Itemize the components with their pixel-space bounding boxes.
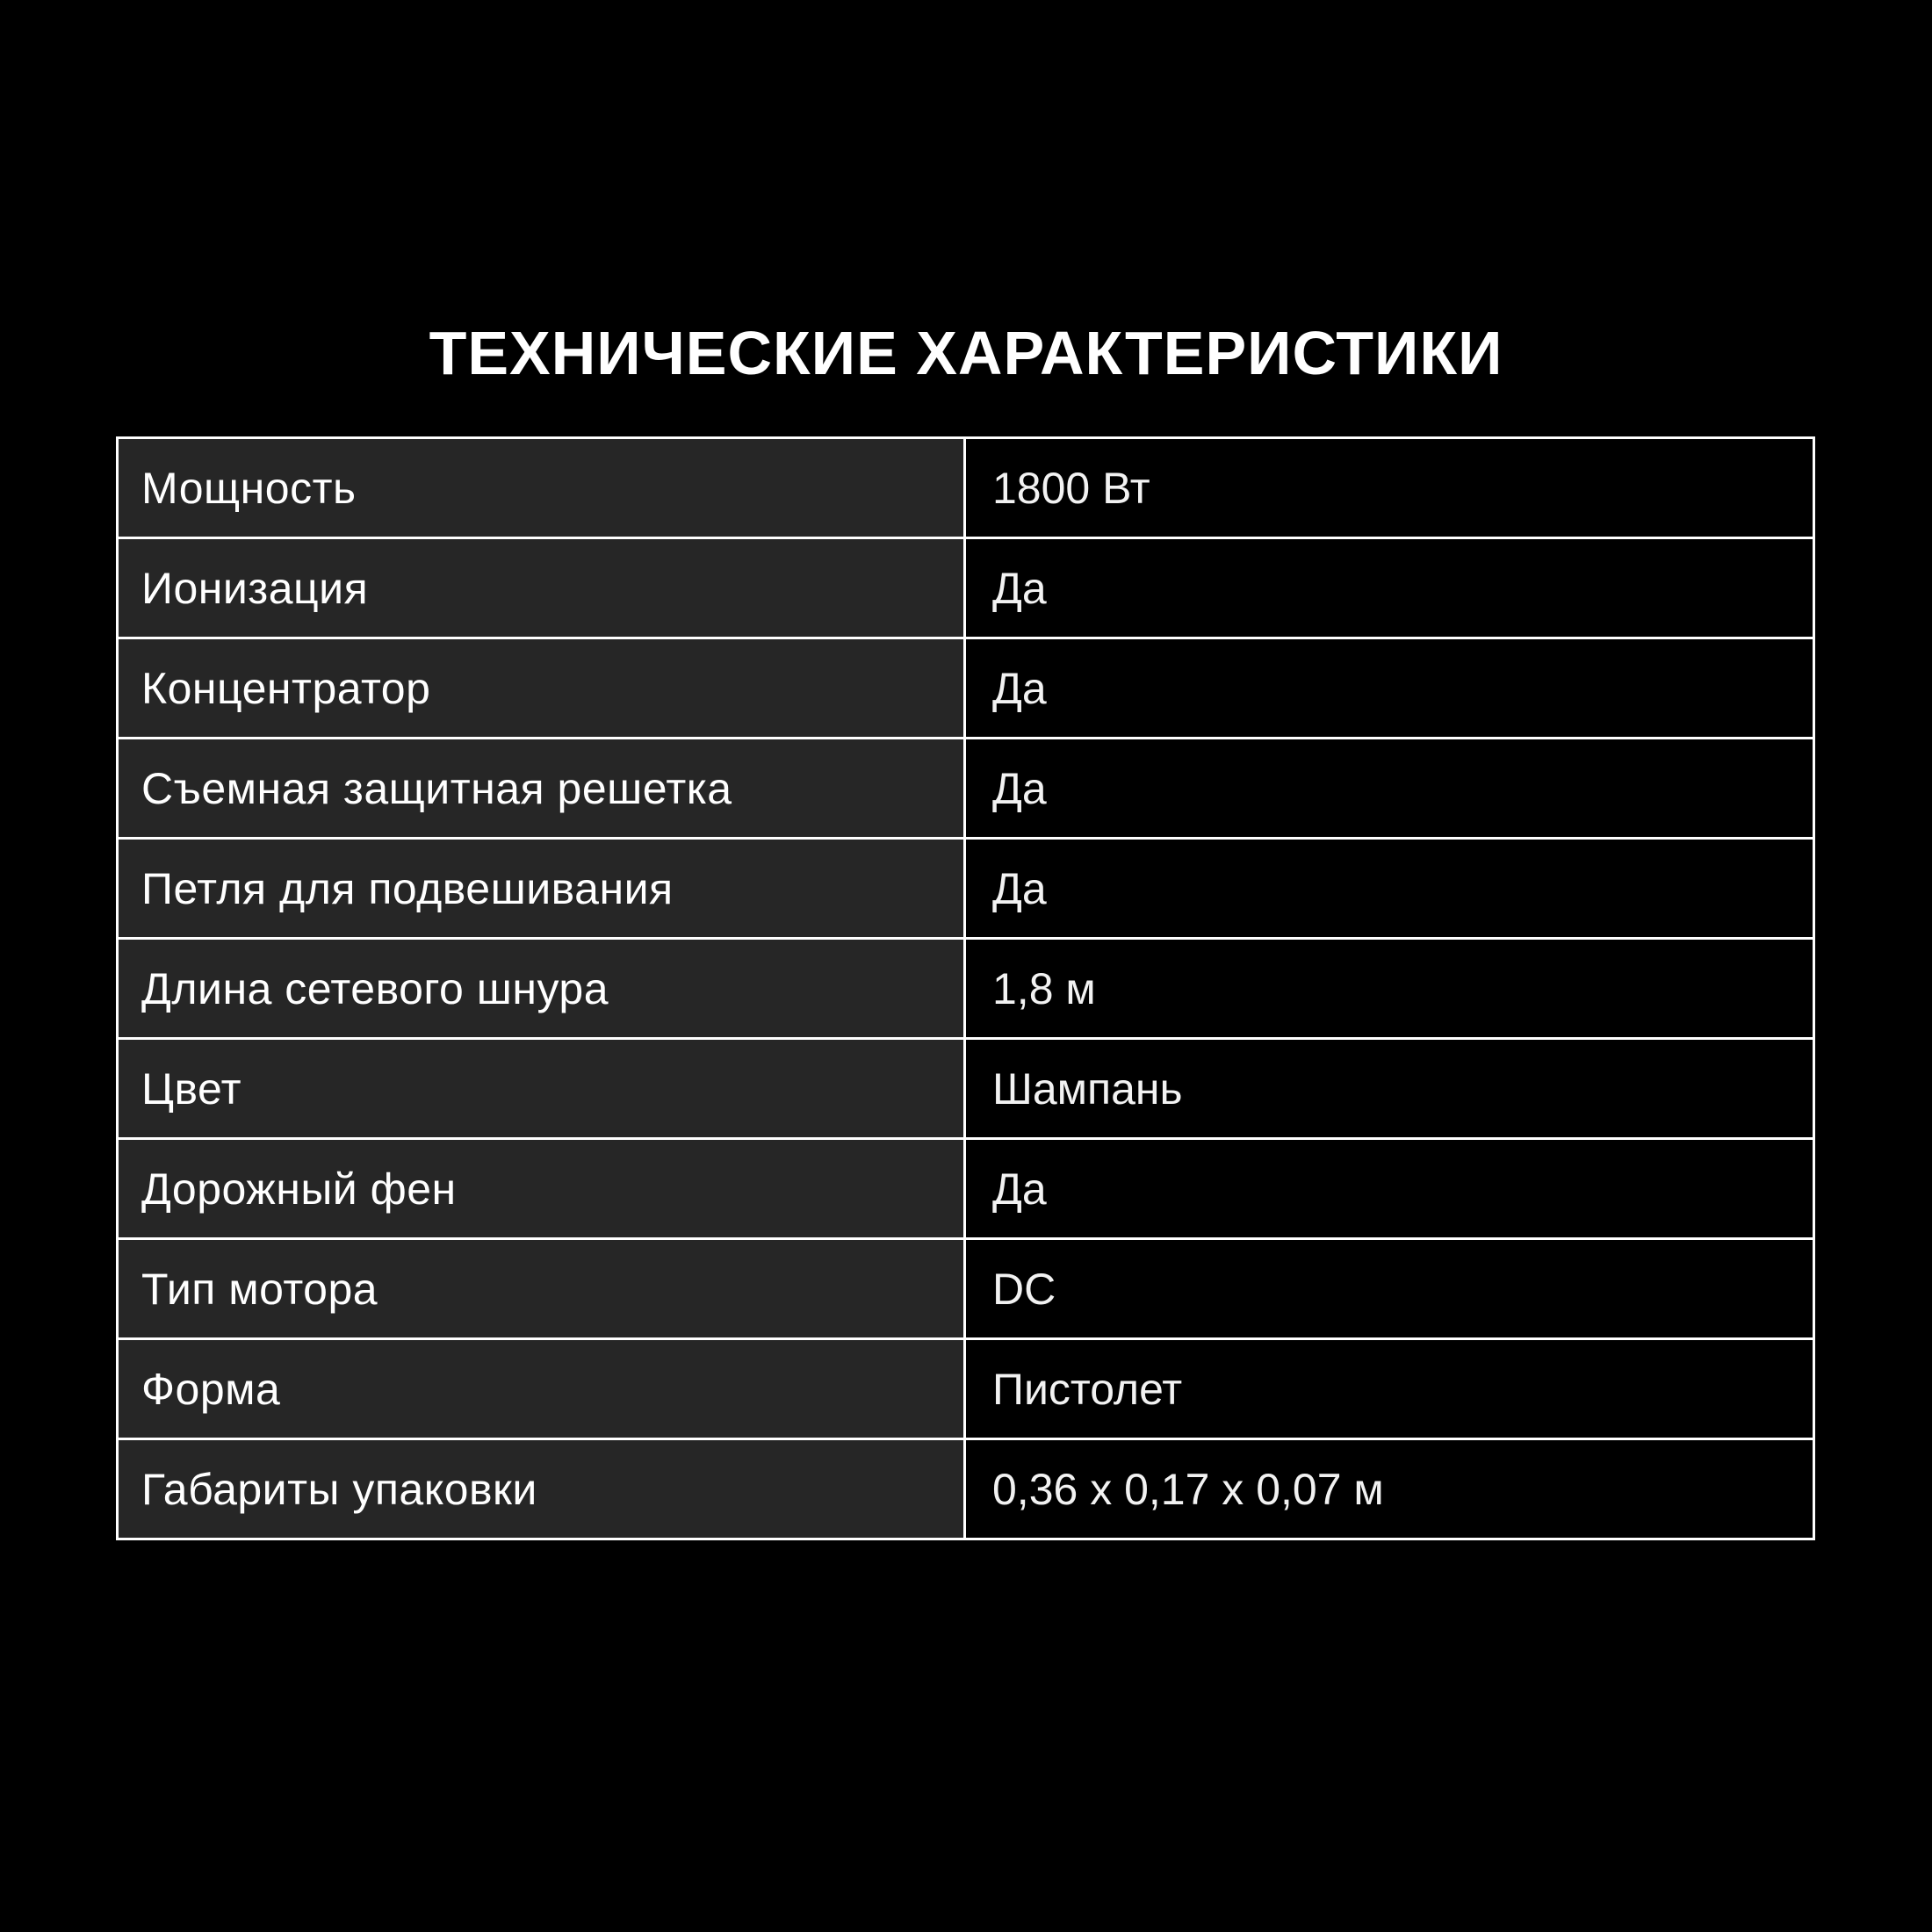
- spec-label: Петля для подвешивания: [118, 839, 965, 939]
- spec-label: Длина сетевого шнура: [118, 939, 965, 1039]
- table-row: [118, 538, 1814, 638]
- spec-label: Концентратор: [118, 638, 965, 739]
- table-row: [118, 939, 1814, 1039]
- table-row: [118, 839, 1814, 939]
- spec-label: Ионизация: [118, 538, 965, 638]
- spec-value: Да: [965, 638, 1814, 739]
- spec-value: Да: [965, 1139, 1814, 1239]
- table-row: [118, 1139, 1814, 1239]
- page-title: ТЕХНИЧЕСКИЕ ХАРАКТЕРИСТИКИ: [429, 319, 1503, 387]
- spec-value: Да: [965, 538, 1814, 638]
- spec-label: Тип мотора: [118, 1239, 965, 1339]
- spec-label: Дорожный фен: [118, 1139, 965, 1239]
- table-row: [118, 1239, 1814, 1339]
- spec-value: 0,36 x 0,17 x 0,07 м: [965, 1439, 1814, 1539]
- spec-value: Шампань: [965, 1039, 1814, 1139]
- table-row: [118, 1039, 1814, 1139]
- spec-label: Цвет: [118, 1039, 965, 1139]
- table-row: [118, 638, 1814, 739]
- spec-value: Пистолет: [965, 1339, 1814, 1439]
- spec-value: Да: [965, 839, 1814, 939]
- table-row: [118, 739, 1814, 839]
- spec-label: Съемная защитная решетка: [118, 739, 965, 839]
- spec-label: Форма: [118, 1339, 965, 1439]
- spec-value: Да: [965, 739, 1814, 839]
- table-row: [118, 1339, 1814, 1439]
- spec-value: 1800 Вт: [965, 438, 1814, 538]
- table-row: [118, 438, 1814, 538]
- table-row: [118, 1439, 1814, 1539]
- spec-label: Мощность: [118, 438, 965, 538]
- spec-value: DC: [965, 1239, 1814, 1339]
- spec-label: Габариты упаковки: [118, 1439, 965, 1539]
- spec-table: [116, 436, 1815, 1540]
- spec-value: 1,8 м: [965, 939, 1814, 1039]
